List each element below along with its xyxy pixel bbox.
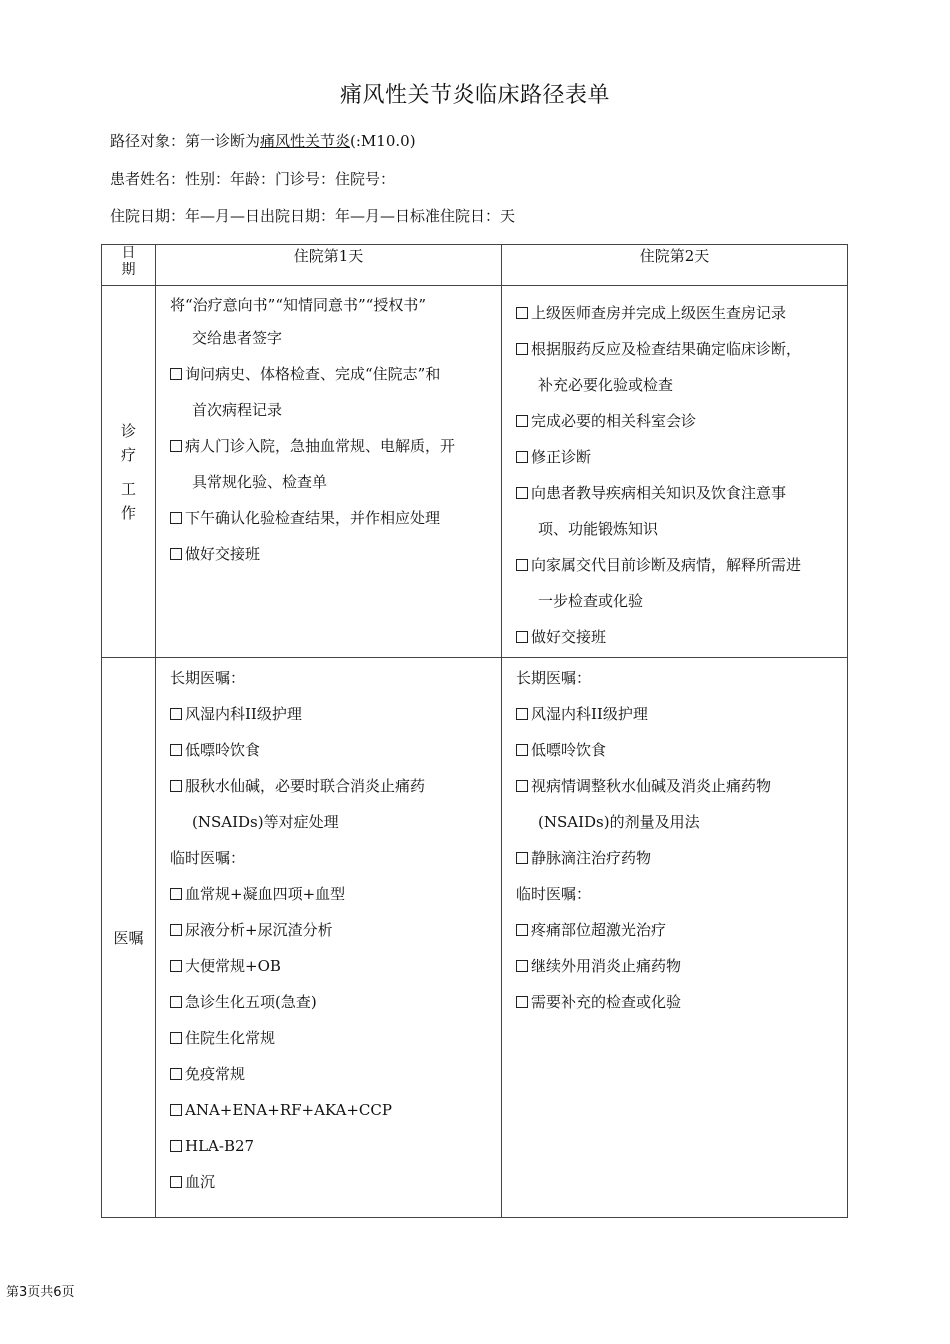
day1-orders-cell xyxy=(156,658,502,1218)
checkbox-icon xyxy=(516,487,528,499)
table-header-row xyxy=(102,245,848,286)
long-term-orders-title: 长期医嘱： xyxy=(170,669,246,687)
list-item: 项、功能锻炼知识 xyxy=(538,520,659,538)
list-item: 风湿内科II级护理 xyxy=(516,696,843,732)
list-item: ANA+ENA+RF+AKA+CCP xyxy=(170,1092,497,1128)
list-item: 将“治疗意向书”“知情同意书”“授权书” xyxy=(170,296,427,314)
list-item: 首次病程记录 xyxy=(192,401,283,419)
checkbox-icon xyxy=(170,368,182,380)
checkbox-icon xyxy=(170,548,182,560)
orders-row xyxy=(102,658,848,1218)
list-item: 做好交接班 xyxy=(170,536,497,572)
list-item: 视病情调整秋水仙碱及消炎止痛药物 xyxy=(516,768,843,804)
day1-header: 住院第1天 xyxy=(156,245,502,286)
day2-header: 住院第2天 xyxy=(502,245,848,286)
list-item: 一步检查或化验 xyxy=(538,592,644,610)
checkbox-icon xyxy=(170,924,182,936)
checkbox-icon xyxy=(170,440,182,452)
path-target-label: 路径对象：第一诊断为 xyxy=(110,132,261,150)
list-item: 低嘌呤饮食 xyxy=(516,732,843,768)
checkbox-icon xyxy=(170,744,182,756)
list-item: 具常规化验、检查单 xyxy=(192,473,328,491)
work-row-label xyxy=(102,286,156,658)
checkbox-icon xyxy=(170,708,182,720)
list-item: 急诊生化五项(急查) xyxy=(170,984,497,1020)
list-item: 疼痛部位超激光治疗 xyxy=(516,912,843,948)
checkbox-icon xyxy=(170,780,182,792)
checkbox-icon xyxy=(516,996,528,1008)
day2-orders-cell xyxy=(502,658,848,1218)
diagnosis-code: (:M10.0) xyxy=(350,132,416,150)
list-item: (NSAIDs)的剂量及用法 xyxy=(538,813,700,831)
checkbox-icon xyxy=(516,559,528,571)
work-row xyxy=(102,286,848,658)
page-number: 第3页共6页 xyxy=(6,1285,75,1300)
checkbox-icon xyxy=(516,852,528,864)
list-item: 免疫常规 xyxy=(170,1056,497,1092)
checkbox-icon xyxy=(516,451,528,463)
list-item: 完成必要的相关科室会诊 xyxy=(516,403,843,439)
list-item: 需要补充的检查或化验 xyxy=(516,984,843,1020)
list-item: 做好交接班 xyxy=(516,619,843,655)
checkbox-icon xyxy=(516,924,528,936)
checkbox-icon xyxy=(170,888,182,900)
list-item: 住院生化常规 xyxy=(170,1020,497,1056)
list-item: (NSAIDs)等对症处理 xyxy=(192,813,339,831)
checkbox-icon xyxy=(170,1104,182,1116)
list-item: 尿液分析+尿沉渣分析 xyxy=(170,912,497,948)
temp-orders-title: 临时医嘱： xyxy=(170,849,246,867)
checkbox-icon xyxy=(170,512,182,524)
checkbox-icon xyxy=(170,1068,182,1080)
work-label-a: 诊疗 xyxy=(120,421,136,464)
temp-orders-title: 临时医嘱： xyxy=(516,885,592,903)
checkbox-icon xyxy=(170,996,182,1008)
list-item: 询问病史、体格检查、完成“住院志”和 xyxy=(170,356,497,392)
list-item: 低嘌呤饮食 xyxy=(170,732,497,768)
checkbox-icon xyxy=(516,343,528,355)
list-item: 向患者教导疾病相关知识及饮食注意事 xyxy=(516,475,843,511)
checkbox-icon xyxy=(170,1032,182,1044)
list-item: 继续外用消炎止痛药物 xyxy=(516,948,843,984)
patient-info-line: 患者姓名：性别：年龄：门诊号：住院号： xyxy=(110,170,396,188)
list-item: 根据服药反应及检查结果确定临床诊断， xyxy=(516,331,843,367)
list-item: 服秋水仙碱，必要时联合消炎止痛药 xyxy=(170,768,497,804)
list-item: 交给患者签字 xyxy=(192,329,283,347)
checkbox-icon xyxy=(516,744,528,756)
hospital-dates-line: 住院日期：年—月—日出院日期：年—月—日标准住院日：天 xyxy=(110,207,516,225)
diagnosis-name: 痛风性关节炎 xyxy=(260,132,351,150)
date-header-text: 日期 xyxy=(121,245,136,278)
list-item: 病人门诊入院，急抽血常规、电解质，开 xyxy=(170,428,497,464)
list-item: 补充必要化验或检查 xyxy=(538,376,674,394)
orders-row-label: 医嘱 xyxy=(102,658,156,1218)
list-item: 修正诊断 xyxy=(516,439,843,475)
date-header xyxy=(102,245,156,286)
day1-work-cell xyxy=(156,286,502,658)
checkbox-icon xyxy=(516,780,528,792)
checkbox-icon xyxy=(516,631,528,643)
list-item: 风湿内科II级护理 xyxy=(170,696,497,732)
list-item: 血常规+凝血四项+血型 xyxy=(170,876,497,912)
list-item: 向家属交代目前诊断及病情，解释所需进 xyxy=(516,547,843,583)
day2-work-cell xyxy=(502,286,848,658)
checkbox-icon xyxy=(170,1176,182,1188)
long-term-orders-title: 长期医嘱： xyxy=(516,669,592,687)
checkbox-icon xyxy=(170,960,182,972)
list-item: HLA-B27 xyxy=(170,1128,497,1164)
path-target-line xyxy=(110,130,416,151)
clinical-pathway-table xyxy=(101,244,848,1218)
list-item: 血沉 xyxy=(170,1164,497,1200)
list-item: 静脉滴注治疗药物 xyxy=(516,840,843,876)
work-label-b: 工作 xyxy=(120,479,136,522)
checkbox-icon xyxy=(516,307,528,319)
checkbox-icon xyxy=(170,1140,182,1152)
page-title: 痛风性关节炎临床路径表单 xyxy=(339,83,610,108)
list-item: 上级医师查房并完成上级医生查房记录 xyxy=(516,295,843,331)
checkbox-icon xyxy=(516,960,528,972)
list-item: 大便常规+OB xyxy=(170,948,497,984)
checkbox-icon xyxy=(516,708,528,720)
checkbox-icon xyxy=(516,415,528,427)
list-item: 下午确认化验检查结果，并作相应处理 xyxy=(170,500,497,536)
